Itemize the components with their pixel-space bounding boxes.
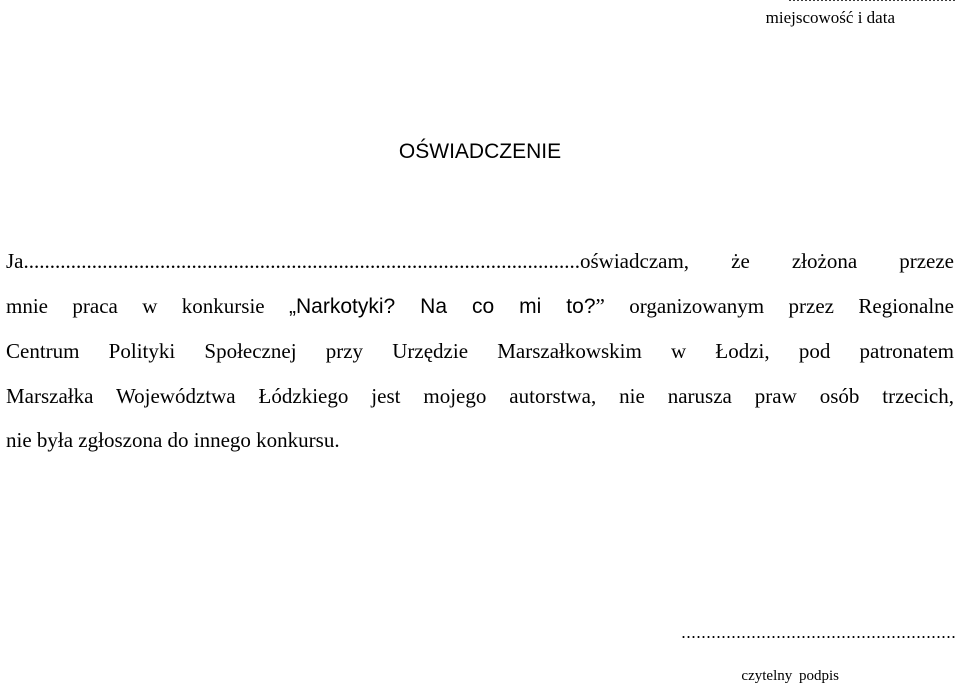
name-dotted-line: ..........................................................................................................: [23, 249, 580, 273]
statement-line-2: [6, 284, 954, 330]
place-date-label: miejscowość i data: [765, 8, 895, 27]
document-title: OŚWIADCZENIE: [398, 140, 562, 163]
contest-name: „Narkotyki? Na co mi to?: [289, 294, 596, 318]
statement-line-5: nie była zgłoszona do innego konkursu.: [6, 428, 340, 452]
statement-line-4: Marszałka Województwa Łódzkiego jest mojego autorstwa, nie narusza praw osób trzecich,: [6, 383, 954, 408]
place-date-dotted-line: [788, 0, 956, 6]
signature-label: czytelny podpis: [741, 668, 839, 684]
statement-text: mnie praca w konkursie: [6, 293, 290, 318]
statement-text: ” organizowanym przez Regionalne: [595, 293, 955, 318]
declarant-prefix: Ja: [6, 249, 24, 273]
statement-line-1: [6, 239, 954, 284]
declaration-text: oświadczam, że złożona przeze: [580, 249, 954, 273]
statement-paragraph: [6, 239, 954, 463]
signature-dotted-line: .......................................................: [680, 622, 956, 642]
statement-line-3: Centrum Polityki Społecznej przy Urzędzie Marszałkowskim w Łodzi, pod patronatem: [6, 339, 954, 363]
